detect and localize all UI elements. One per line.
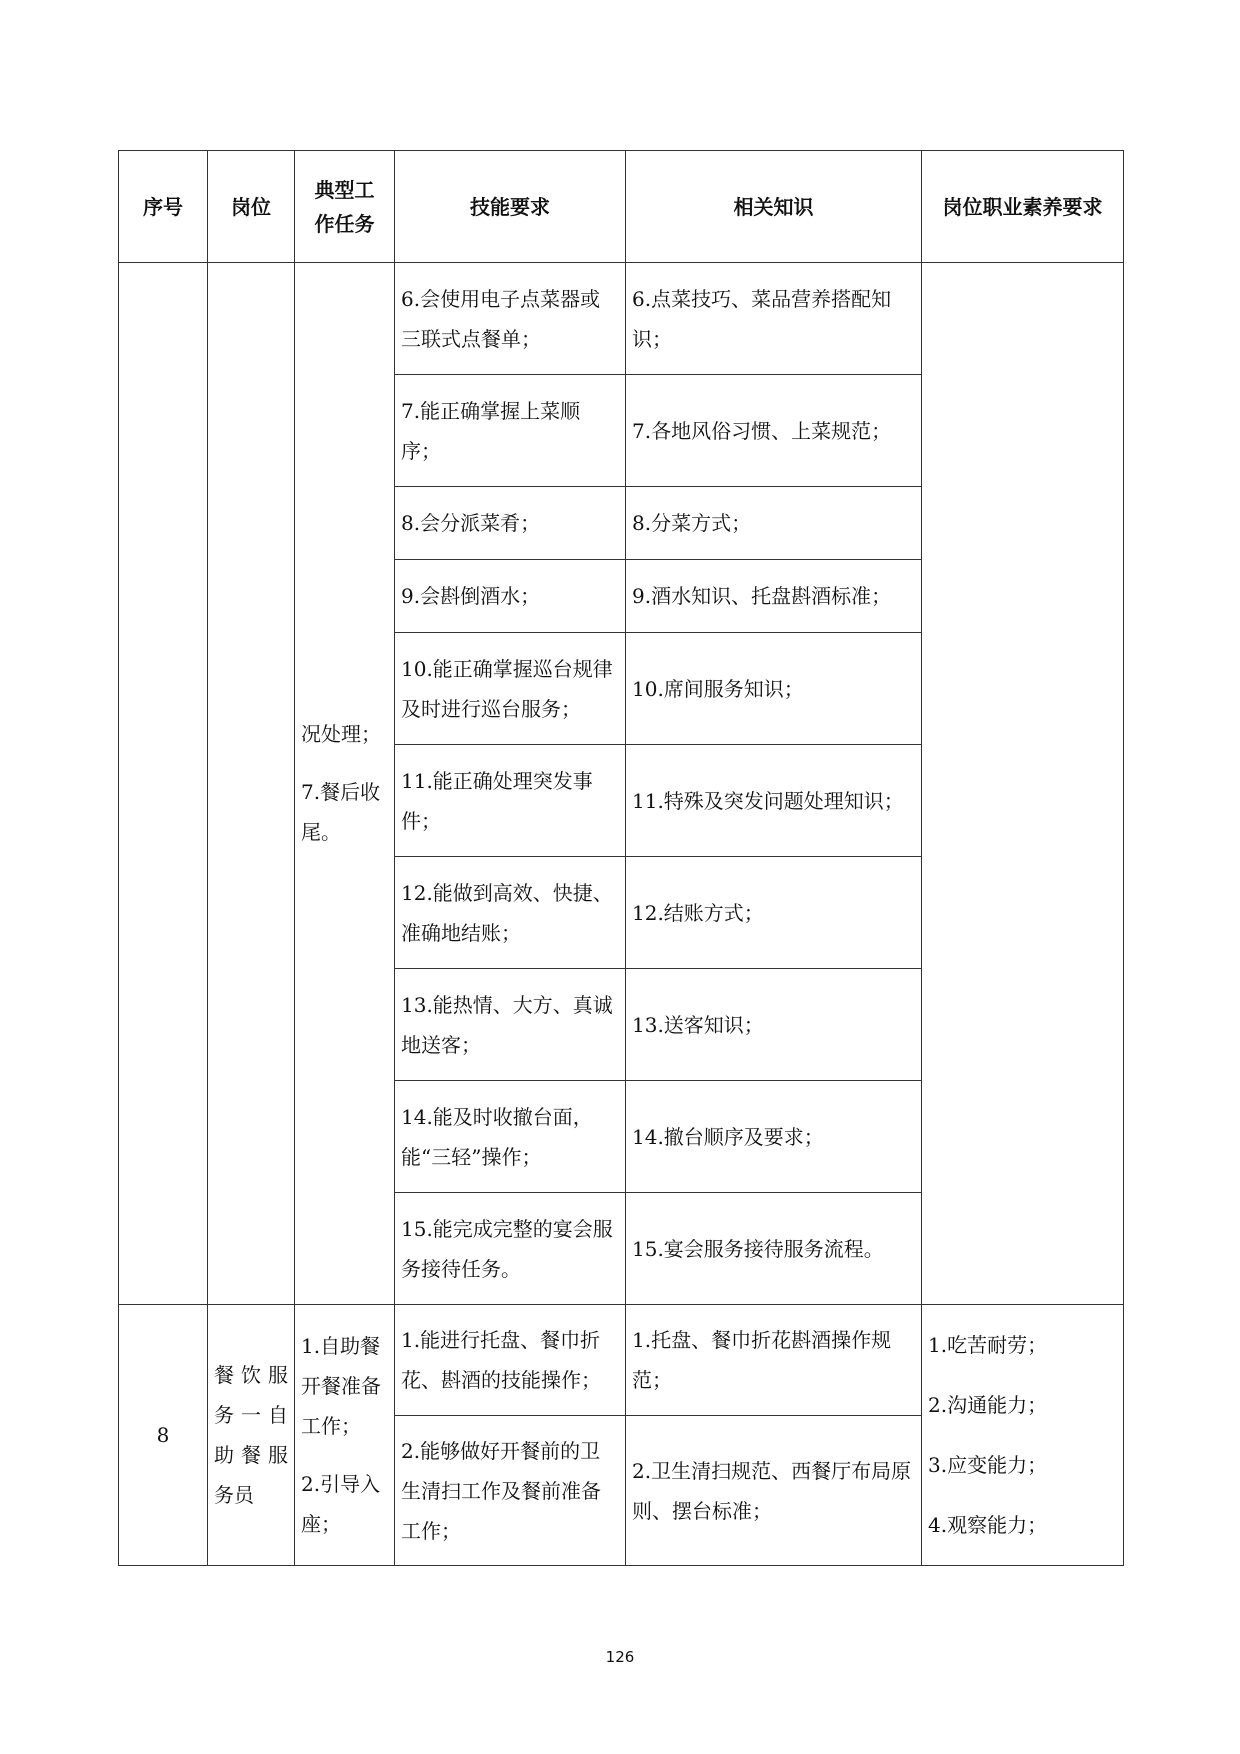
skill-text: 14.能及时收撤台面，能“三轻”操作； xyxy=(401,1104,593,1169)
quality-item: 2.沟通能力； xyxy=(928,1393,1048,1417)
row8-task-cell xyxy=(295,1305,395,1566)
knowledge-text: 12.结账方式； xyxy=(632,900,764,925)
row8-position-cell xyxy=(208,1305,295,1566)
job-requirements-table xyxy=(118,150,1124,1566)
knowledge-cell xyxy=(626,263,922,375)
skill-text: 15.能完成完整的宴会服务接待任务。 xyxy=(401,1216,613,1281)
skill-text: 6.会使用电子点菜器或三联式点餐单； xyxy=(401,286,601,351)
skill-cell xyxy=(395,375,626,487)
knowledge-text: 11.特殊及突发问题处理知识； xyxy=(632,788,904,813)
header-quality: 岗位职业素养要求 xyxy=(922,151,1124,263)
row8-seq: 8 xyxy=(156,1423,170,1447)
table-header-row xyxy=(119,151,1124,263)
knowledge-cell xyxy=(626,375,922,487)
knowledge-cell xyxy=(626,969,922,1081)
page-number: 126 xyxy=(605,1648,635,1666)
task-line: 尾。 xyxy=(301,819,341,844)
skill-text: 7.能正确掌握上菜顺序； xyxy=(401,398,581,463)
table-row xyxy=(119,263,1124,375)
position-line: 务一自 xyxy=(214,1403,288,1427)
knowledge-text: 15.宴会服务接待服务流程。 xyxy=(632,1236,884,1261)
skill-text: 1.能进行托盘、餐巾折花、斟酒的技能操作； xyxy=(401,1328,601,1392)
skill-cell xyxy=(395,969,626,1081)
skill-cell xyxy=(395,487,626,560)
skill-text: 12.能做到高效、快捷、准确地结账； xyxy=(401,880,613,945)
skill-cell xyxy=(395,263,626,375)
row8-seq-cell xyxy=(119,1305,208,1566)
skill-text: 11.能正确处理突发事件； xyxy=(401,768,593,833)
knowledge-cell xyxy=(626,857,922,969)
knowledge-text: 6.点菜技巧、菜品营养搭配知识； xyxy=(632,286,892,351)
skill-cell xyxy=(395,1081,626,1193)
knowledge-text: 2.卫生清扫规范、西餐厅布局原则、摆台标准； xyxy=(632,1458,912,1523)
knowledge-cell xyxy=(626,1081,922,1193)
skill-text: 8.会分派菜肴； xyxy=(401,511,541,535)
quality-item: 1.吃苦耐劳； xyxy=(928,1333,1048,1357)
task-line: 工作； xyxy=(301,1414,361,1438)
cont-seq-cell xyxy=(119,263,208,1305)
table-row xyxy=(119,1305,1124,1416)
knowledge-text: 10.席间服务知识； xyxy=(632,676,804,701)
task-line: 座； xyxy=(301,1512,341,1536)
position-line: 务员 xyxy=(214,1483,254,1507)
row8-quality-cell xyxy=(922,1305,1124,1566)
knowledge-text: 14.撤台顺序及要求； xyxy=(632,1124,824,1149)
knowledge-text: 9.酒水知识、托盘斟酒标准； xyxy=(632,584,892,608)
skill-cell xyxy=(395,1416,626,1566)
skill-cell xyxy=(395,745,626,857)
task-line: 2.引导入 xyxy=(301,1472,381,1496)
header-skill: 技能要求 xyxy=(395,151,626,263)
skill-cell xyxy=(395,633,626,745)
header-task xyxy=(295,151,395,263)
header-seq: 序号 xyxy=(119,151,208,263)
task-line: 7.餐后收 xyxy=(301,779,381,804)
quality-item: 4.观察能力； xyxy=(928,1513,1048,1537)
knowledge-cell xyxy=(626,1305,922,1416)
task-line: 况处理； xyxy=(301,721,381,746)
knowledge-cell xyxy=(626,1416,922,1566)
knowledge-text: 7.各地风俗习惯、上菜规范； xyxy=(632,418,892,443)
header-knowledge: 相关知识 xyxy=(626,151,922,263)
cont-position-cell xyxy=(208,263,295,1305)
knowledge-text: 1.托盘、餐巾折花斟酒操作规范； xyxy=(632,1328,892,1392)
header-task-text: 典型工作任务 xyxy=(314,177,375,236)
knowledge-text: 13.送客知识； xyxy=(632,1012,764,1037)
knowledge-cell xyxy=(626,1193,922,1305)
knowledge-cell xyxy=(626,560,922,633)
skill-text: 13.能热情、大方、真诚地送客； xyxy=(401,992,613,1057)
position-line: 餐饮服 xyxy=(214,1363,288,1387)
position-line: 助餐服 xyxy=(214,1443,288,1467)
cont-task-cell xyxy=(295,263,395,1305)
task-line: 1.自助餐 xyxy=(301,1334,381,1358)
knowledge-text: 8.分菜方式； xyxy=(632,511,752,535)
knowledge-cell xyxy=(626,745,922,857)
task-line: 开餐准备 xyxy=(301,1374,381,1398)
skill-text: 10.能正确掌握巡台规律及时进行巡台服务； xyxy=(401,656,613,721)
knowledge-cell xyxy=(626,487,922,560)
skill-cell xyxy=(395,857,626,969)
quality-item: 3.应变能力； xyxy=(928,1453,1048,1477)
skill-text: 9.会斟倒酒水； xyxy=(401,584,541,608)
cont-quality-cell xyxy=(922,263,1124,1305)
skill-cell xyxy=(395,560,626,633)
skill-cell xyxy=(395,1193,626,1305)
header-position: 岗位 xyxy=(208,151,295,263)
skill-cell xyxy=(395,1305,626,1416)
skill-text: 2.能够做好开餐前的卫生清扫工作及餐前准备工作； xyxy=(401,1438,601,1543)
knowledge-cell xyxy=(626,633,922,745)
